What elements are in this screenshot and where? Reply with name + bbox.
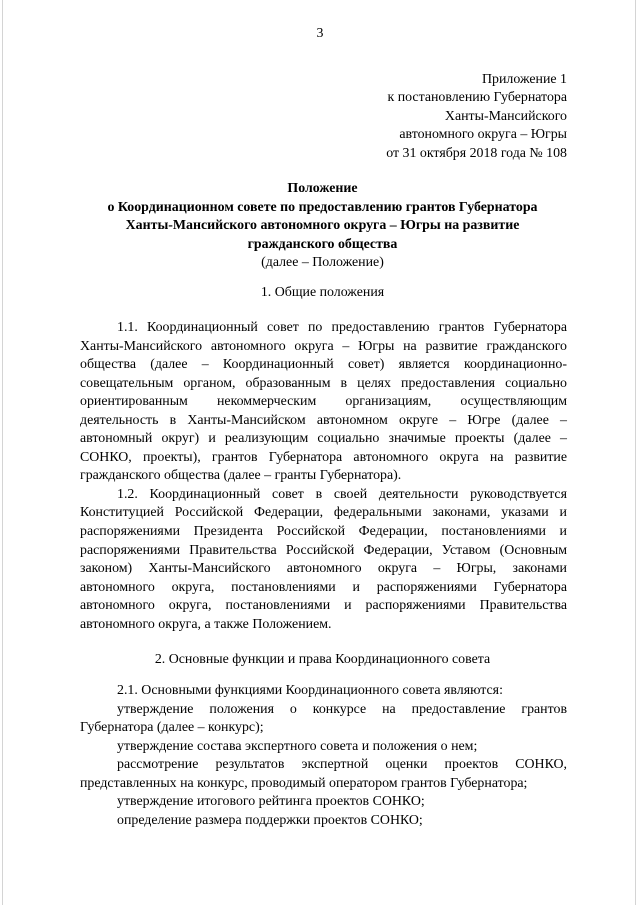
title-line: гражданского общества [247, 236, 398, 252]
section-2-body [80, 682, 567, 830]
appendix-line: автономного округа – Югры [399, 127, 567, 143]
paragraph-1-1: 1.1. Координационный совет по предоставлению грантов Губернатора Ханты-Мансийского автономного округа – Югры на развитие гражданского общества (далее – Координационный совет) является координационно-совещательным органом, образованным в целях предоставления социально ориентированным некоммерческим организациям, осуществляющим деятельность в Ханты-Мансийском автономном округе – Югре (далее – автономный округ) и реализующим социально значимые проекты (далее – СОНКО, проекты), грантов Губернатора автономного округа на развитие гражданского общества (далее – гранты Губернатора). [80, 320, 567, 484]
list-item: утверждение итогового рейтинга проектов СОНКО; [117, 794, 425, 810]
title-subline: (далее – Положение) [261, 255, 384, 271]
list-item: утверждение положения о конкурсе на предоставление грантов Губернатора (далее – конкурс); [80, 701, 567, 736]
title-line: о Координационном совете по предоставлению грантов Губернатора [107, 199, 538, 215]
list-item: определение размера поддержки проектов СОНКО; [117, 812, 423, 828]
section-1-heading: 1. Общие положения [260, 285, 385, 300]
list-item: утверждение состава экспертного совета и положения о нем; [117, 738, 478, 754]
appendix-line: Приложение 1 [482, 72, 567, 87]
list-item: рассмотрение результатов экспертной оценки проектов СОНКО, представленных на конкурс, проводимый оператором грантов Губернатора; [80, 757, 567, 791]
section-1-body [80, 319, 567, 634]
title-line: Ханты-Мансийского автономного округа – Югры на развитие [125, 218, 520, 234]
page-edge-right [635, 0, 636, 905]
appendix-line: Ханты-Мансийского [444, 108, 567, 124]
appendix-line: к постановлению Губернатора [387, 90, 567, 106]
document-title [70, 180, 575, 273]
page-number: 3 [316, 26, 324, 41]
appendix-line: от 31 октября 2018 года № 108 [386, 145, 567, 161]
title-line: Положение [287, 181, 358, 196]
paragraph-2-1: 2.1. Основными функциями Координационного совета являются: [117, 683, 503, 698]
paragraph-1-2: 1.2. Координационный совет в своей деятельности руководствуется Конституцией Российской Федерации, федеральными законами, указами и распоряжениями Президента Российской Федерации, постановлениями и распоряжениями Правительства Российской Федерации, Уставом (Основным законом) Ханты-Мансийского автономного округа – Югры, законами автономного округа, постановлениями и распоряжениями Губернатора автономного округа, постановлениями и распоряжениями Правительства автономного округа, а также Положением. [80, 486, 567, 632]
appendix-block [300, 71, 567, 163]
section-2-heading: 2. Основные функции и права Координационного совета [154, 652, 491, 667]
page-edge-left [2, 0, 3, 905]
